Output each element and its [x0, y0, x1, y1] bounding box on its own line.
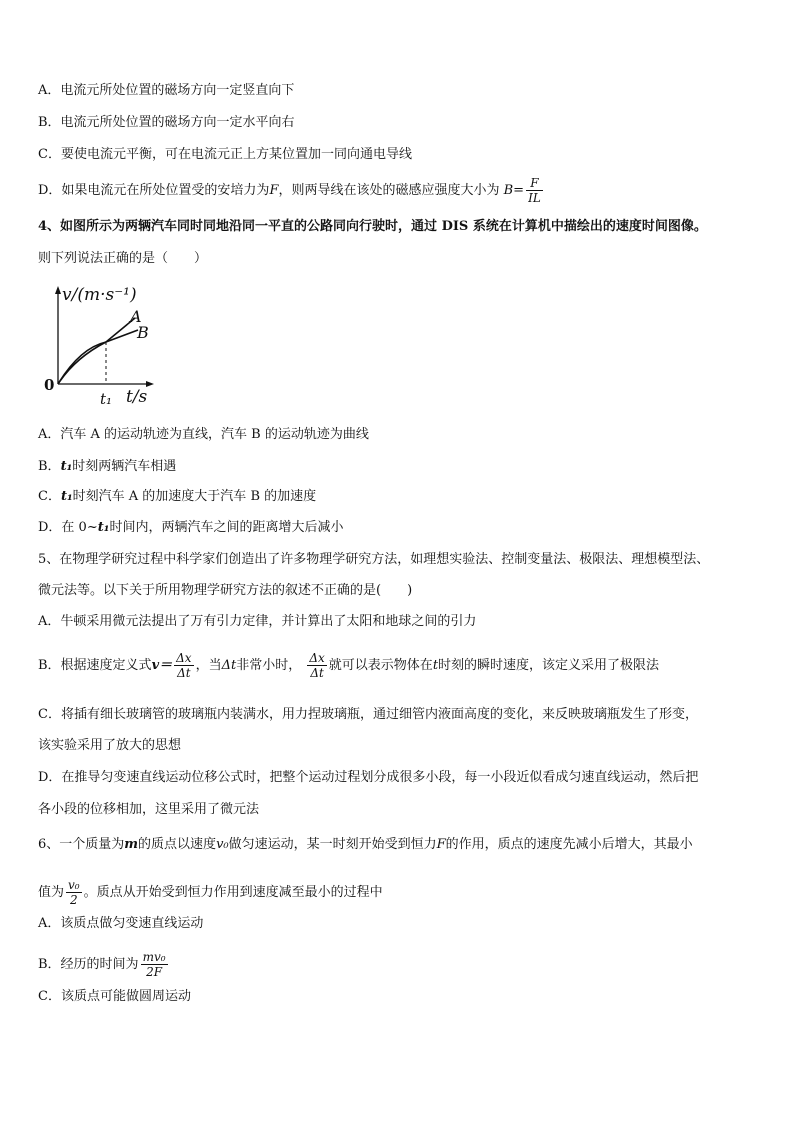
q4-stem-line1: 4、如图所示为两辆汽车同时同地沿同一平直的公路同向行驶时，通过 DIS 系统在计算机中描绘出的速度时间图像。	[38, 219, 707, 234]
stem-text: 的质点以速度	[138, 837, 217, 852]
q6-min-velocity-fraction	[66, 878, 82, 907]
option-letter: D．在 0~	[38, 520, 98, 535]
stem-text: 6、一个质量为	[38, 837, 125, 852]
fraction-denominator: Δt	[310, 666, 324, 680]
t1-symbol: t₁	[60, 489, 73, 504]
y-axis-arrow	[55, 286, 61, 294]
velocity-symbol: v＝	[151, 658, 173, 673]
q3-d-mid: ，则两导线在该处的磁感应强度大小为	[278, 183, 500, 198]
t-symbol: t	[432, 658, 439, 673]
q6-option-a: A．该质点做匀变速直线运动	[38, 916, 204, 931]
stem-text: 。质点从开始受到恒力作用到速度减至最小的过程中	[83, 885, 383, 900]
q5-b-fraction-2	[307, 651, 326, 680]
q5-option-d-line2: 各小段的位移相加，这里采用了微元法	[38, 802, 260, 817]
curve-a	[58, 318, 135, 384]
q4-stem-line2: 则下列说法正确的是（ ）	[38, 251, 208, 266]
fraction-denominator: IL	[528, 191, 541, 205]
q5-option-b	[38, 651, 659, 680]
curve-b-label: B	[137, 323, 149, 342]
fraction-numerator: Δx	[309, 651, 325, 665]
option-text: 就可以表示物体在	[328, 658, 433, 673]
y-axis-label: v/(m·s⁻¹)	[62, 285, 137, 305]
stem-text: 做匀速运动，某一时刻开始受到恒力	[228, 837, 437, 852]
curve-a-label: A	[130, 307, 142, 326]
x-axis-label: t/s	[126, 387, 148, 407]
q3-d-fraction	[526, 176, 543, 205]
t1-symbol: t₁	[60, 459, 73, 474]
fraction-denominator: 2	[69, 893, 78, 907]
option-text: 时刻汽车 A 的加速度大于汽车 B 的加速度	[72, 489, 317, 504]
q6-stem-line2	[38, 878, 383, 907]
q3-d-force: F	[269, 183, 279, 198]
q3-option-a: A．电流元所处位置的磁场方向一定竖直向下	[38, 83, 295, 98]
q5-option-c-line2: 该实验采用了放大的思想	[38, 738, 182, 753]
option-text: 时刻的瞬时速度，该定义采用了极限法	[438, 658, 660, 673]
fraction-numerator: mv₀	[142, 950, 166, 964]
q4-option-c	[38, 488, 316, 506]
option-text: 时刻两辆汽车相遇	[72, 459, 177, 474]
v0-symbol: v₀	[216, 837, 229, 852]
q5-stem-line1: 5、在物理学研究过程中科学家们创造出了许多物理学研究方法，如理想实验法、控制变量法、极限法、理想模型法、	[38, 552, 710, 567]
q6-option-c: C．该质点可能做圆周运动	[38, 989, 191, 1004]
curve-b	[58, 330, 138, 384]
q4-option-a: A．汽车 A 的运动轨迹为直线，汽车 B 的运动轨迹为曲线	[38, 427, 369, 442]
q6-option-b	[38, 950, 170, 979]
q5-b-fraction-1	[174, 651, 193, 680]
origin-label: 0	[44, 376, 55, 394]
force-symbol: F	[436, 837, 446, 852]
q3-d-prefix: D．如果电流元在所处位置受的安培力为	[38, 183, 270, 198]
option-letter: C．	[38, 489, 61, 504]
option-text: ，当	[195, 658, 222, 673]
option-text: 非常小时，	[236, 658, 302, 673]
q5-option-d-line1: D．在推导匀变速直线运动位移公式时，把整个运动过程划分成很多小段，每一小段近似看成匀速直线运动，然后把	[38, 770, 699, 785]
t1-tick-label: t₁	[100, 390, 113, 408]
fraction-numerator: F	[526, 176, 543, 191]
q4-option-b	[38, 458, 176, 476]
q5-option-a: A．牛顿采用微元法提出了万有引力定律，并计算出了太阳和地球之间的引力	[38, 614, 477, 629]
delta-t-symbol: Δt	[221, 658, 237, 673]
q5-stem-line2: 微元法等。以下关于所用物理学研究方法的叙述不正确的是( )	[38, 583, 413, 598]
q3-option-c: C．要使电流元平衡，可在电流元正上方某位置加一同向通电导线	[38, 147, 412, 162]
option-text: B．经历的时间为	[38, 957, 139, 972]
q3-option-d	[38, 176, 545, 205]
q5-option-c-line1: C．将插有细长玻璃管的玻璃瓶内装满水，用力捏玻璃瓶，通过细管内液面高度的变化，来反映玻璃瓶发生了形变，	[38, 707, 698, 722]
stem-text: 值为	[38, 885, 65, 900]
velocity-time-graph	[40, 280, 170, 410]
option-text: 时间内，两辆汽车之间的距离增大后减小	[109, 520, 344, 535]
t1-symbol: t₁	[97, 520, 110, 535]
stem-text: 的作用，质点的速度先减小后增大，其最小	[445, 837, 693, 852]
fraction-numerator: v₀	[68, 878, 80, 892]
fraction-numerator: Δx	[176, 651, 192, 665]
q6-stem-line1	[38, 836, 693, 854]
fraction-denominator: Δt	[177, 666, 191, 680]
mass-symbol: m	[124, 837, 139, 852]
q4-option-d	[38, 519, 343, 537]
fraction-denominator: 2F	[146, 965, 163, 979]
q6-time-fraction	[141, 950, 168, 979]
option-text: B．根据速度定义式	[38, 658, 152, 673]
option-letter: B．	[38, 459, 61, 474]
q3-d-b: B=	[503, 183, 525, 198]
q3-option-b: B．电流元所处位置的磁场方向一定水平向右	[38, 115, 295, 130]
